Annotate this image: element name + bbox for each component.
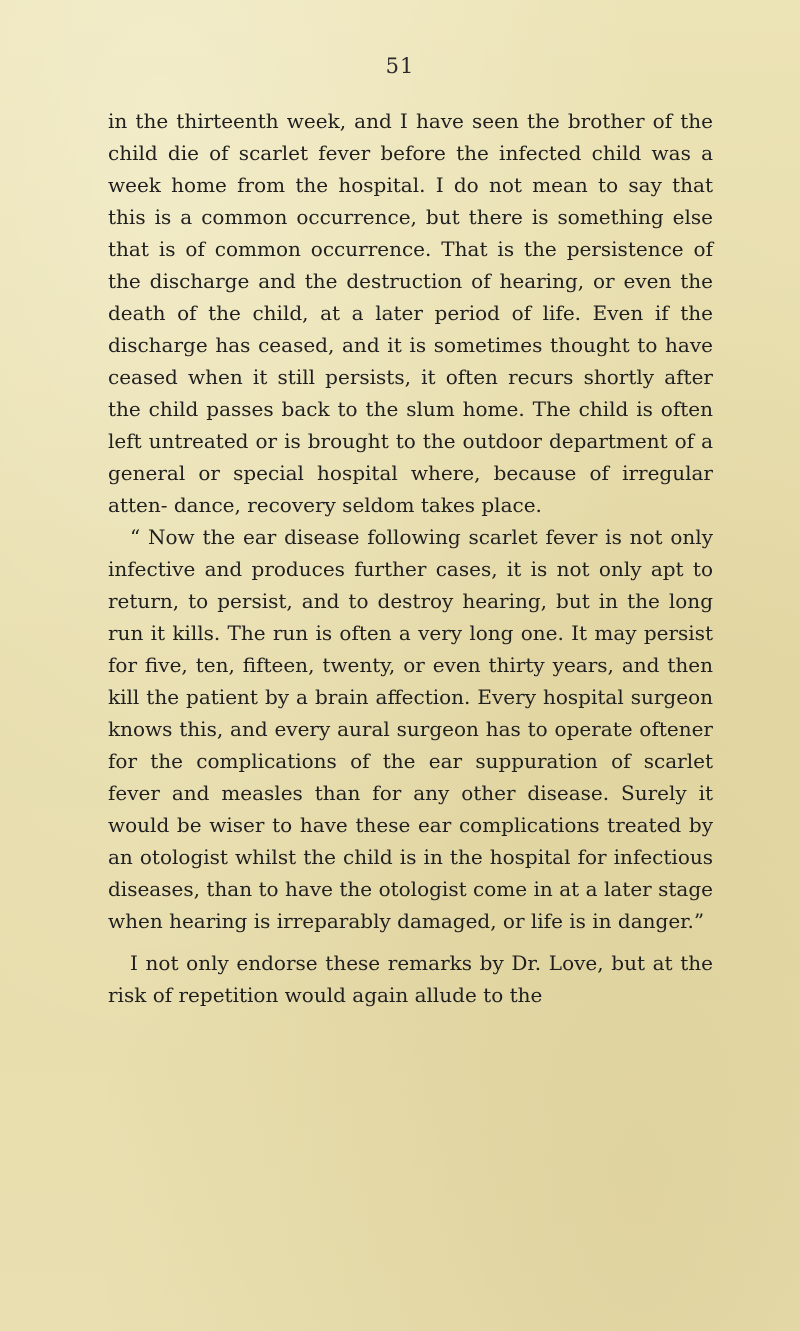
page-number: 51 (385, 54, 415, 78)
paragraph-3: I not only endorse these remarks by Dr. Love, but at the risk of repetition would again allude to the (108, 951, 713, 1007)
paragraph-1: in the thirteenth week, and I have seen the brother of the child die of scarlet fever before the infected child was a week home from the hospital. I do not mean to say that this is a common occurrence, but there is something else that is of common occurrence. That is the persistence of the discharge and the destruction of hearing, or even the death of the child, at a later period of life. Even if the discharge has ceased, and it is sometimes thought to have ceased when it still persists, it often recurs shortly after the child passes back to the slum home. The child is often left untreated or is brought to the outdoor department of a general or special hospital where, because of irregular atten- dance, recovery seldom takes place. (108, 109, 713, 517)
paragraph-2: “ Now the ear disease following scarlet fever is not only infective and produces further cases, it is not only apt to return, to persist, and to destroy hearing, but in the long run it kills. The run is often a very long one. It may persist for five, ten, fifteen, twenty, or even thirty years, and then kill the patient by a brain affection. Every hospital surgeon knows this, and every aural surgeon has to operate oftener for the complications of the ear suppuration of scarlet fever and measles than for any other disease. Surely it would be wiser to have these ear complications treated by an otologist whilst the child is in the hospital for infectious diseases, than to have the otologist come in at a later stage when hearing is irreparably damaged, or life is in danger.” (108, 525, 713, 933)
body-text (108, 105, 713, 1011)
